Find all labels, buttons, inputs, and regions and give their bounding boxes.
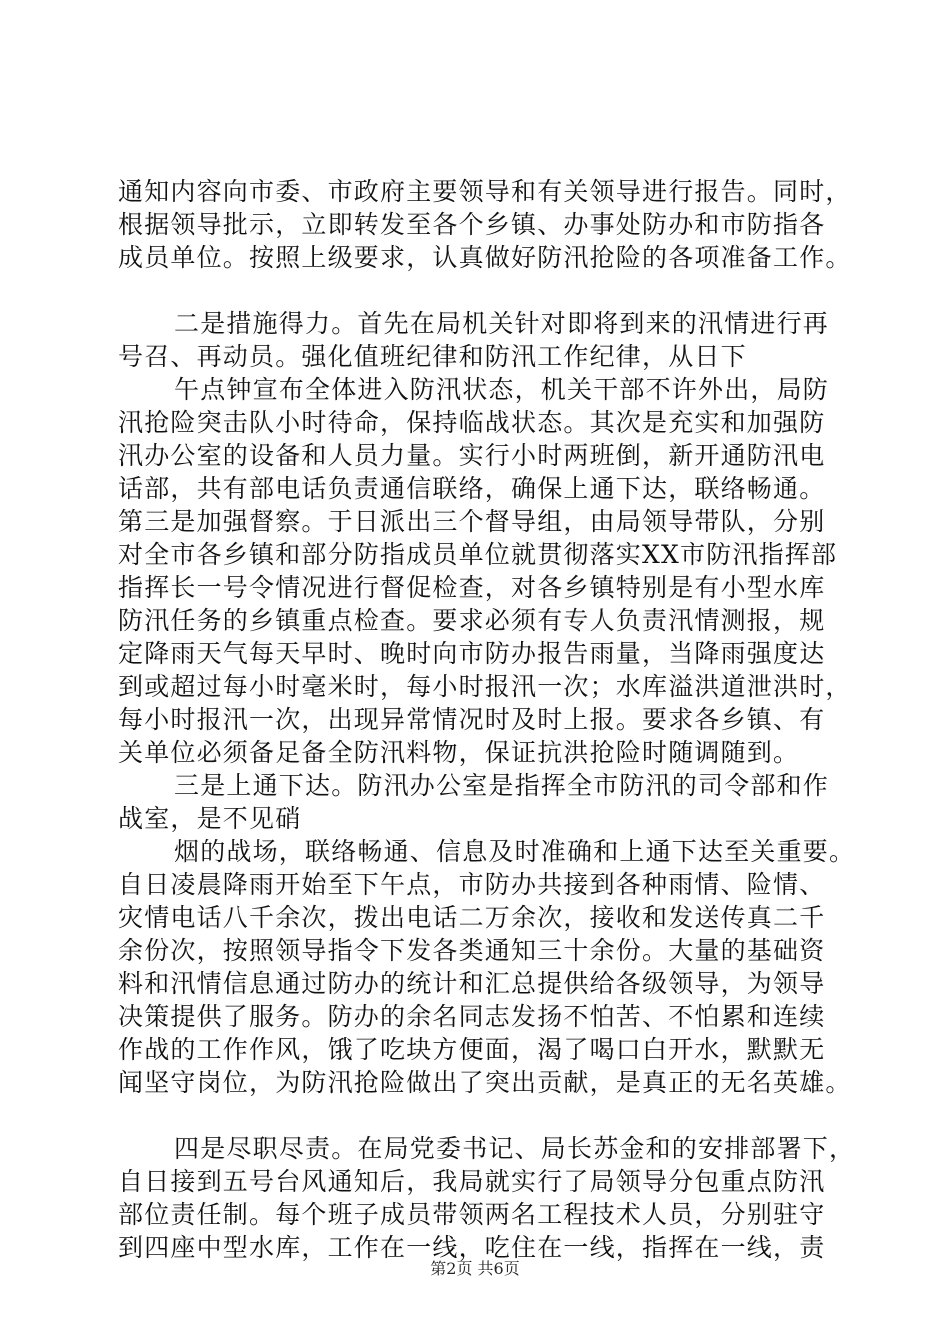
text-line: 每小时报汛一次，出现异常情况时及时上报。要求各乡镇、有: [118, 705, 826, 734]
text-line: 余份次，按照领导指令下发各类通知三十余份。大量的基础资: [118, 936, 826, 965]
text-line: 对全市各乡镇和部分防指成员单位就贯彻落实XX市防汛指挥部: [118, 540, 838, 569]
text-line: 午点钟宣布全体进入防汛状态，机关干部不许外出，局防: [174, 375, 830, 404]
text-line: 部位责任制。每个班子成员带领两名工程技术人员，分别驻守: [118, 1200, 826, 1229]
text-line: 二是措施得力。首先在局机关针对即将到来的汛情进行再: [174, 309, 830, 338]
text-line: 成员单位。按照上级要求，认真做好防汛抢险的各项准备工作。: [118, 243, 852, 272]
text-line: 第三是加强督察。于日派出三个督导组，由局领导带队，分别: [118, 507, 826, 536]
text-line: 号召、再动员。强化值班纪律和防汛工作纪律，从日下: [118, 342, 747, 371]
text-line: 指挥长一号令情况进行督促检查，对各乡镇特别是有小型水库: [118, 573, 826, 602]
text-line: 四是尽职尽责。在局党委书记、局长苏金和的安排部署下，: [174, 1134, 856, 1163]
text-line: 汛办公室的设备和人员力量。实行小时两班倒，新开通防汛电: [118, 441, 826, 470]
text-line: 自日接到五号台风通知后，我局就实行了局领导分包重点防汛: [118, 1167, 826, 1196]
text-line: 自日凌晨降雨开始至下午点，市防办共接到各种雨情、险情、: [118, 870, 826, 899]
text-line: 决策提供了服务。防办的余名同志发扬不怕苦、不怕累和连续: [118, 1002, 826, 1031]
text-line: 三是上通下达。防汛办公室是指挥全市防汛的司令部和作: [174, 771, 830, 800]
text-line: 话部，共有部电话负责通信联络，确保上通下达，联络畅通。: [118, 474, 826, 503]
text-line: 烟的战场，联络畅通、信息及时准确和上通下达至关重要。: [174, 837, 856, 866]
text-line: 灾情电话八千余次，拨出电话二万余次，接收和发送传真二千: [118, 903, 826, 932]
text-line: 汛抢险突击队小时待命，保持临战状态。其次是充实和加强防: [118, 408, 826, 437]
text-line: 通知内容向市委、市政府主要领导和有关领导进行报告。同时，: [118, 177, 852, 206]
text-line: 战室，是不见硝: [118, 804, 302, 833]
text-line: 到四座中型水库，工作在一线，吃住在一线，指挥在一线，责: [118, 1233, 826, 1262]
text-line: 到或超过每小时毫米时，每小时报汛一次；水库溢洪道泄洪时，: [118, 672, 852, 701]
text-line: 根据领导批示，立即转发至各个乡镇、办事处防办和市防指各: [118, 210, 826, 239]
text-line: 防汛任务的乡镇重点检查。要求必须有专人负责汛情测报，规: [118, 606, 826, 635]
text-line: 闻坚守岗位，为防汛抢险做出了突出贡献，是真正的无名英雄。: [118, 1068, 852, 1097]
text-line: 料和汛情信息通过防办的统计和汇总提供给各级领导，为领导: [118, 969, 826, 998]
text-line: 关单位必须备足备全防汛料物，保证抗洪抢险时随调随到。: [118, 738, 800, 767]
text-line: 作战的工作作风，饿了吃块方便面，渴了喝口白开水，默默无: [118, 1035, 826, 1064]
text-line: 定降雨天气每天早时、晚时向市防办报告雨量，当降雨强度达: [118, 639, 826, 668]
page-number-footer: 第2页 共6页: [430, 1259, 520, 1278]
